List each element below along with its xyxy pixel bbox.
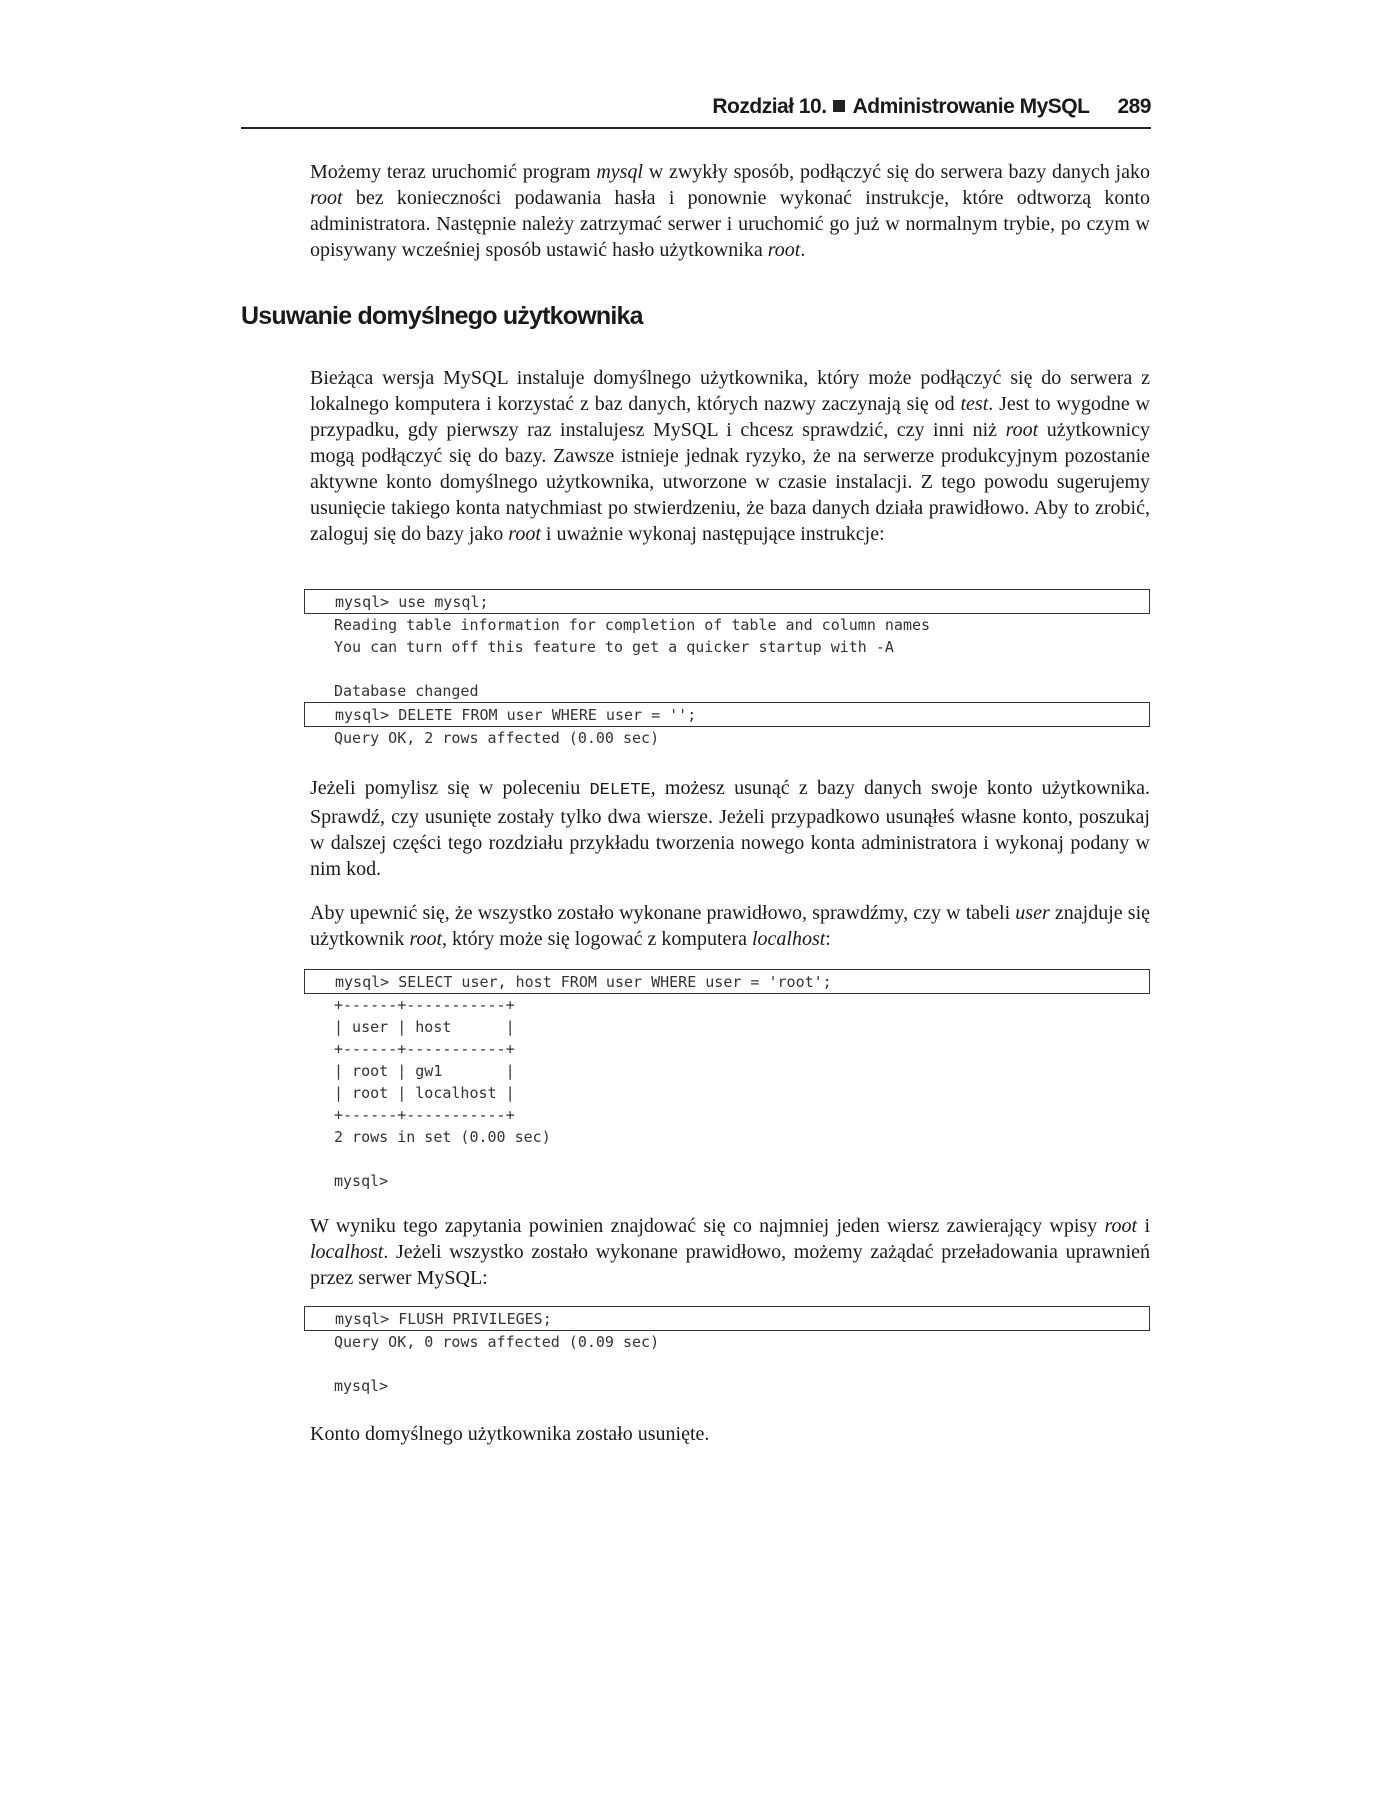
code-output-line: | root | gw1 | [334, 1062, 515, 1080]
code-output-line: | user | host | [334, 1018, 515, 1036]
paragraph-3 [310, 775, 1150, 882]
italic-term: localhost [751, 928, 826, 950]
header-title: Administrowanie MySQL [852, 95, 1090, 118]
italic-term: root [409, 928, 443, 950]
code-command-line: mysql> use mysql; [304, 589, 1150, 614]
text-run: : [825, 928, 831, 950]
paragraph-1 [310, 159, 1150, 263]
text-run: Konto domyślnego użytkownika zostało usunięte. [310, 1423, 710, 1445]
code-output-line: Reading table information for completion of table and column names [334, 616, 931, 634]
code-command-line: mysql> FLUSH PRIVILEGES; [304, 1306, 1150, 1331]
italic-term: test [960, 393, 989, 415]
text-run: Aby upewnić się, że wszystko zostało wykonane prawidłowo, sprawdźmy, czy w tabeli [310, 902, 1016, 924]
square-bullet-icon [833, 100, 845, 112]
text-run: W wyniku tego zapytania powinien znajdować się co najmniej jeden wiersz zawierający wpisy [310, 1215, 1105, 1237]
text-run: , możesz usunąć z bazy danych swoje konto użytkownika. Sprawdź, czy usunięte zostały tylko dwa wiersze. Jeżeli przypadkowo usunąłeś własne konto, poszukaj w dalszej części tego rozdziału przykładu tworzenia nowego konta administratora i wykonaj podany w nim kod. [310, 777, 1150, 880]
text-run: . Jest to wygodne w przypadku, gdy pierwszy raz instalujesz MySQL i chcesz sprawdzić, czy inni niż [310, 393, 1150, 441]
header-chapter: Rozdział 10. [712, 95, 827, 118]
code-output-line: +------+-----------+ [334, 1106, 515, 1124]
code-output-line: +------+-----------+ [334, 1040, 515, 1058]
code-output-line [304, 1353, 1150, 1375]
italic-term: user [1015, 902, 1050, 924]
code-output-line [304, 658, 1150, 680]
paragraph-4 [310, 900, 1150, 952]
italic-term: root [310, 187, 343, 209]
italic-term: root [1104, 1215, 1138, 1237]
italic-term: root [1005, 419, 1039, 441]
italic-term: root [508, 523, 541, 545]
page-number: 289 [1117, 95, 1151, 118]
italic-term: mysql [596, 161, 643, 183]
code-block-3 [304, 1306, 1150, 1397]
text-run: Jeżeli pomylisz się w poleceniu [310, 777, 590, 799]
italic-term: root [767, 239, 801, 261]
inline-code: DELETE [589, 781, 651, 800]
header-text [712, 95, 1151, 119]
code-output-line: Query OK, 2 rows affected (0.00 sec) [334, 729, 660, 747]
code-command-line: mysql> SELECT user, host FROM user WHERE user = 'root'; [304, 969, 1150, 994]
text-run: i [1137, 1215, 1151, 1237]
text-run: bez konieczności podawania hasła i ponownie wykonać instrukcje, które odtworzą konto administratora. Następnie należy zatrzymać serwer i uruchomić go już w normalnym trybie, po czym w opisywany wcześniej sposób ustawić hasło użytkownika [310, 187, 1150, 261]
code-output-line: mysql> [334, 1172, 389, 1190]
text-run: i uważnie wykonaj następujące instrukcje: [540, 523, 885, 545]
text-run: użytkownicy mogą podłączyć się do bazy. Zawsze istnieje jednak ryzyko, że na serwerze produkcyjnym pozostanie aktywne konto domyślnego użytkownika, utworzone w czasie instalacji. Z tego powodu sugerujemy usunięcie takiego konta natychmiast po stwierdzeniu, że baza danych działa prawidłowo. Aby to zrobić, zaloguj się do bazy jako [310, 419, 1151, 545]
italic-term: localhost [310, 1241, 384, 1263]
code-output-line: Database changed [334, 682, 479, 700]
code-output-line: mysql> [334, 1377, 389, 1395]
code-block-1 [304, 589, 1150, 749]
code-output-line: 2 rows in set (0.00 sec) [334, 1128, 551, 1146]
paragraph-2 [310, 365, 1150, 547]
text-run: . [800, 239, 806, 261]
code-output-line: | root | localhost | [334, 1084, 515, 1102]
code-command-line: mysql> DELETE FROM user WHERE user = ''; [304, 702, 1150, 727]
text-run: . Jeżeli wszystko zostało wykonane prawidłowo, możemy zażądać przeładowania uprawnień przez serwer MySQL: [310, 1241, 1150, 1289]
text-run: Możemy teraz uruchomić program [310, 161, 597, 183]
code-block-2 [304, 969, 1150, 1192]
section-heading: Usuwanie domyślnego użytkownika [241, 302, 643, 330]
text-run: , który może się logować z komputera [442, 928, 752, 950]
paragraph-6 [310, 1421, 1150, 1447]
text-run: Bieżąca wersja MySQL instaluje domyślnego użytkownika, który może podłączyć się do serwera z lokalnego komputera i korzystać z baz danych, których nazwy zaczynają się od [310, 367, 1150, 415]
code-output-line: +------+-----------+ [334, 996, 515, 1014]
code-output-line [304, 1148, 1150, 1170]
text-run: znajduje się użytkownik [310, 902, 1151, 950]
paragraph-5 [310, 1213, 1150, 1291]
code-output-line: You can turn off this feature to get a quicker startup with -A [334, 638, 894, 656]
running-header [241, 93, 1151, 129]
code-output-line: Query OK, 0 rows affected (0.09 sec) [334, 1333, 660, 1351]
text-run: w zwykły sposób, podłączyć się do serwera bazy danych jako [642, 161, 1150, 183]
